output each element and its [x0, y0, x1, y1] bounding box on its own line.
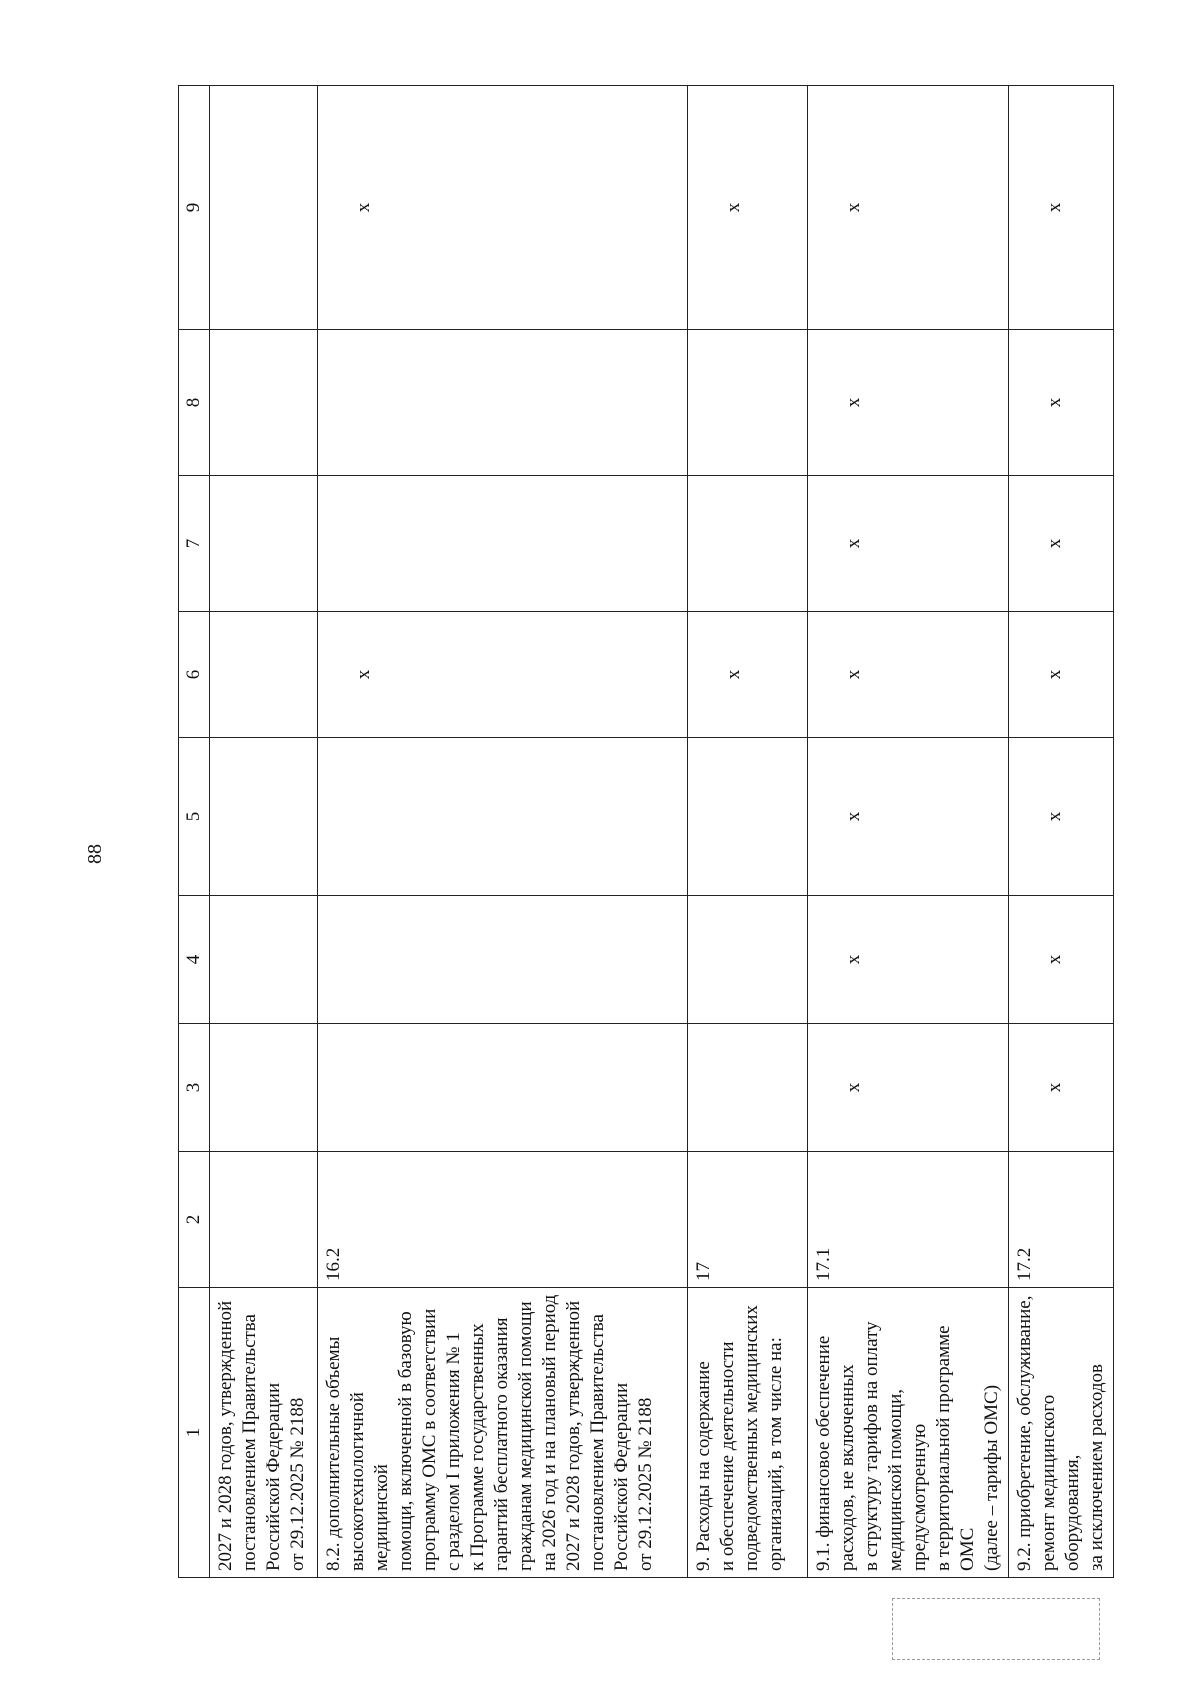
cell-value: x	[843, 811, 864, 822]
table-cell	[688, 612, 808, 738]
table-cell	[318, 86, 688, 330]
cell-value: x	[843, 397, 864, 408]
table-row	[210, 86, 318, 1578]
table-cell	[808, 476, 1009, 612]
cell-value: x	[723, 202, 744, 213]
cell-value: x	[1044, 397, 1065, 408]
table-cell	[318, 896, 688, 1024]
page-number: 88	[83, 844, 106, 864]
table-cell	[688, 86, 808, 330]
table-cell	[808, 612, 1009, 738]
cell-value: x	[1044, 954, 1065, 965]
header-cell: 7	[179, 476, 210, 612]
cell-value: x	[843, 538, 864, 549]
table-cell	[1009, 612, 1114, 738]
table-cell	[210, 476, 318, 612]
table-cell	[1009, 738, 1114, 896]
table-cell	[688, 1024, 808, 1152]
table-cell	[808, 738, 1009, 896]
table-cell	[808, 86, 1009, 330]
rotated-table-frame	[178, 86, 1114, 1578]
cell-value: x	[843, 954, 864, 965]
cell-value: x	[1044, 1082, 1065, 1093]
row-code: 17.1	[808, 1152, 1009, 1288]
table-cell	[318, 330, 688, 476]
table-cell	[688, 738, 808, 896]
header-cell: 8	[179, 330, 210, 476]
row-description: 9.2. приобретение, обслуживание, ремонт медицинского оборудования, за исключением расходов	[1009, 1288, 1114, 1578]
table-row	[1009, 86, 1114, 1578]
table-cell	[210, 738, 318, 896]
row-code: 16.2	[318, 1152, 688, 1288]
cell-value: x	[1044, 811, 1065, 822]
table-row	[318, 86, 688, 1578]
budget-table	[178, 85, 1114, 1578]
table-cell	[318, 612, 688, 738]
table-cell	[210, 896, 318, 1024]
table-cell	[808, 1024, 1009, 1152]
header-cell: 5	[179, 738, 210, 896]
approval-stamp	[892, 1598, 1100, 1660]
cell-value: x	[1044, 669, 1065, 680]
cell-value: x	[353, 669, 374, 680]
row-description: 8.2. дополнительные объемы высокотехнологичной медицинской помощи, включенной в базовую программу ОМС в соответствии с разделом I приложения № 1 к Программе государственных гарантий бесплатного оказания гражданам медицинской помощи на 2026 год и на плановый период 2027 и 2028 годов, утвержденной постановлением Правительства Российской Федерации от 29.12.2025 № 2188	[318, 1288, 688, 1578]
row-description: 2027 и 2028 годов, утвержденной постановлением Правительства Российской Федерации от 29.12.2025 № 2188	[210, 1288, 318, 1578]
cell-value: x	[723, 669, 744, 680]
table-cell	[1009, 476, 1114, 612]
table-cell	[318, 1024, 688, 1152]
cell-value: x	[843, 669, 864, 680]
cell-value: x	[843, 1082, 864, 1093]
table-cell	[688, 330, 808, 476]
table-cell	[210, 330, 318, 476]
header-cell: 3	[179, 1024, 210, 1152]
table-cell	[318, 476, 688, 612]
table-cell	[318, 738, 688, 896]
table-row	[688, 86, 808, 1578]
rotated-table	[178, 86, 1114, 1578]
table-cell	[688, 896, 808, 1024]
header-cell: 2	[179, 1152, 210, 1288]
table-cell	[1009, 330, 1114, 476]
header-cell: 1	[179, 1288, 210, 1578]
row-code	[210, 1152, 318, 1288]
table-cell	[808, 896, 1009, 1024]
cell-value: x	[353, 202, 374, 213]
header-cell: 9	[179, 86, 210, 330]
table-cell	[688, 476, 808, 612]
row-description: 9.1. финансовое обеспечение расходов, не включенных в структуру тарифов на оплату медицинской помощи, предусмотренную в территориальной программе ОМС (далее – тарифы ОМС)	[808, 1288, 1009, 1578]
table-cell	[210, 86, 318, 330]
table-row	[808, 86, 1009, 1578]
table-cell	[1009, 896, 1114, 1024]
cell-value: x	[1044, 538, 1065, 549]
table-cell	[210, 612, 318, 738]
table-cell	[1009, 1024, 1114, 1152]
row-code: 17.2	[1009, 1152, 1114, 1288]
cell-value: x	[1044, 202, 1065, 213]
table-cell	[1009, 86, 1114, 330]
row-code: 17	[688, 1152, 808, 1288]
header-row	[179, 86, 210, 1578]
cell-value: x	[843, 202, 864, 213]
header-cell: 6	[179, 612, 210, 738]
table-cell	[808, 330, 1009, 476]
table-cell	[210, 1024, 318, 1152]
header-cell: 4	[179, 896, 210, 1024]
row-description: 9. Расходы на содержание и обеспечение деятельности подведомственных медицинских организаций, в том числе на:	[688, 1288, 808, 1578]
